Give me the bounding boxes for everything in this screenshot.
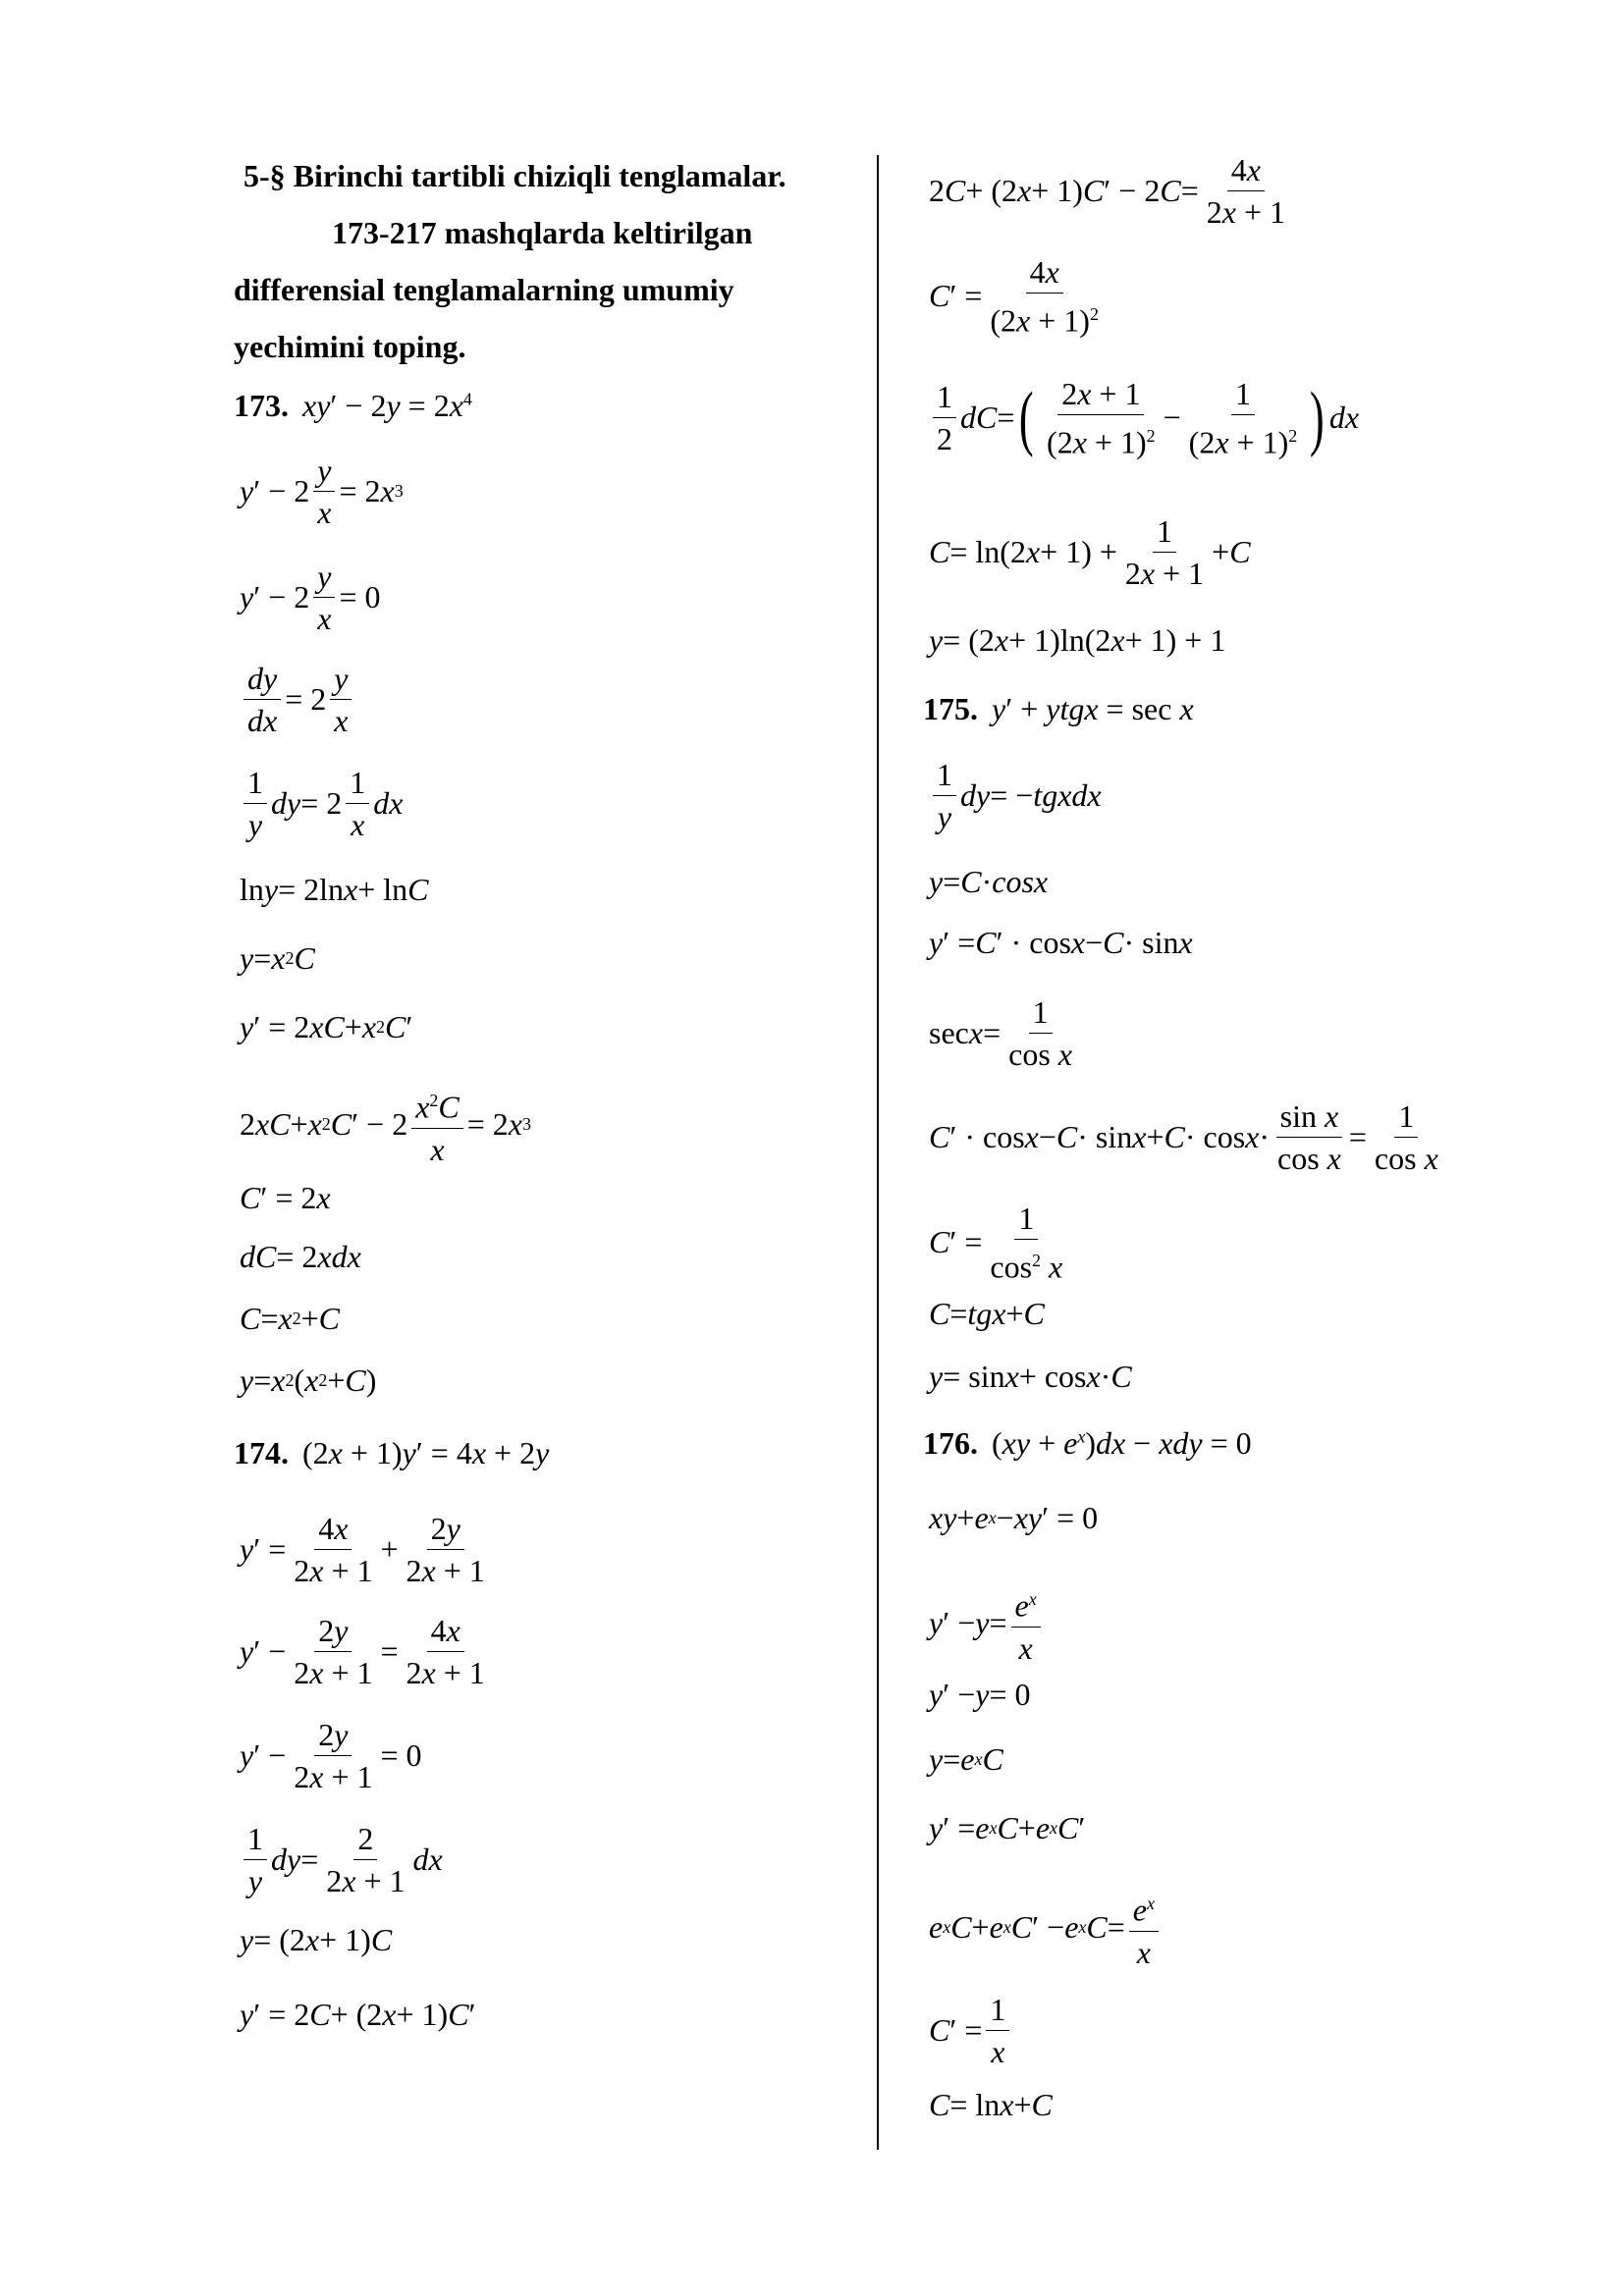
section-subtitle-3: yechimini toping. <box>234 329 466 364</box>
equation: C = x 2 + C <box>240 1301 340 1336</box>
problem-number: 175. <box>923 691 978 726</box>
problem-173 <box>234 388 472 424</box>
equation: y ′ − y = 0 <box>929 1677 1031 1712</box>
equation: y ′ = e x C + e x C ′ <box>929 1810 1086 1845</box>
problem-number: 174. <box>234 1435 289 1470</box>
problem-number: 173. <box>234 388 289 423</box>
equation: y ′ − 2 $\frac{y}{x}$ = 0 <box>240 559 381 636</box>
equation: C = tgx + C <box>929 1296 1045 1331</box>
problem-176 <box>923 1425 1252 1462</box>
equation: C ′ = $\frac{1}{\cos^2 x}$ <box>929 1201 1063 1285</box>
equation: C = ln x + C <box>929 2087 1053 2122</box>
equation: y ′ − $\frac{2y}{2x + 1}$ = $\frac{4x}{2x + 1}$ <box>240 1613 485 1690</box>
section-subtitle-2: differensial tenglamalarning umumiy <box>234 272 734 307</box>
equation: y ′ = 2 xC + x 2 C ′ <box>240 1009 413 1044</box>
equation: y′ + ytgx = sec x <box>992 691 1194 726</box>
equation: y ′ = $\frac{4x}{2x + 1}$ + $\frac{2y}{2x + 1}$ <box>240 1511 485 1588</box>
left-column <box>234 147 862 2032</box>
equation: (2x + 1)y′ = 4x + 2y <box>302 1435 550 1470</box>
equation: y = x 2 ( x 2 + C ) <box>240 1362 377 1398</box>
equation: xy + e x − xy ′ = 0 <box>929 1500 1099 1535</box>
equation: C ′ = $\frac{1}{x}$ <box>929 1991 1013 2070</box>
equation: y = (2 x + 1) C <box>240 1922 393 1957</box>
equation: y ′ − 2 $\frac{y}{x}$ = 2 x 3 <box>240 453 404 530</box>
equation: y ′ − $\frac{2y}{2x + 1}$ = 0 <box>240 1717 422 1794</box>
equation: $\frac{1}{y}$ dy = 2 $\frac{1}{x}$ dx <box>240 764 403 843</box>
equation: y ′ = C ′ · cos x − C · sin x <box>929 925 1193 960</box>
equation: 2 xC + x 2 C ′ − 2 $\frac{x^2C}{x}$ = 2 x 3 <box>240 1082 531 1168</box>
equation: y = sin x + cos x · C <box>929 1359 1132 1394</box>
equation: $(xy + e^x)dx$ − xdy = 0 <box>992 1425 1252 1461</box>
equation: y = e x C <box>929 1741 1003 1777</box>
equation: y ′ − y = $\frac{e^x}{x}$ <box>929 1580 1045 1667</box>
equation: C ′ = $\frac{4x}{(2x + 1)^2}$ <box>929 254 1099 339</box>
equation: y = x 2 C <box>240 940 315 976</box>
equation: y = C · cosx <box>929 864 1049 899</box>
equation: 2 C + (2 x + 1) C ′ − 2 C = $\frac{4x}{2x + 1}$ <box>929 152 1285 230</box>
problem-175 <box>923 691 1194 727</box>
section-title: 5-§ Birinchi tartibli chiziqli tenglamalar. <box>244 158 786 193</box>
problem-174 <box>234 1435 549 1471</box>
equation: $\frac{1}{y}$ dy = $\frac{2}{2x + 1}$ dx <box>240 1820 443 1899</box>
equation: y ′ = 2 C + (2 x + 1) C ′ <box>240 1997 476 2032</box>
equation: C ′ = 2 x <box>240 1180 331 1215</box>
problem-number: 176. <box>923 1425 978 1461</box>
equation: ln y = 2ln x + ln C <box>240 872 429 907</box>
equation: e x C + e x C ′ − e x C = $\frac{e^x}{x}$ <box>929 1885 1163 1971</box>
section-subtitle: 173-217 mashqlarda keltirilgan <box>332 215 753 250</box>
equation: $xy' - 2y = 2x^4$ <box>302 388 472 423</box>
equation: dC = 2 xdx <box>240 1239 361 1274</box>
equation: C = ln(2 x + 1) + $\frac{1}{2x + 1}$ + C <box>929 513 1251 591</box>
equation: $\frac{1}{y}$ dy = − tgxdx <box>929 756 1102 835</box>
equation: sec x = $\frac{1}{\text{cos x}}$ <box>929 994 1072 1072</box>
equation: $\frac{1}{2}$ dC = ( $\frac{2x + 1}{(2x + 1)^2}$ − $\frac{1}{(2x + 1)^2}$ ) dx <box>929 375 1359 461</box>
equation: C ′ · cos x − C · sin x + C · cos x · $\frac{\text{sin x}}{\text{cos x}}$ = $\frac{1}{\text{cos x}}$ <box>929 1098 1438 1176</box>
column-divider <box>877 155 879 2150</box>
equation: y = (2 x + 1)ln(2 x + 1) + 1 <box>929 622 1226 658</box>
equation: $\frac{dy}{dx}$ = 2 $\frac{y}{x}$ <box>240 660 355 739</box>
